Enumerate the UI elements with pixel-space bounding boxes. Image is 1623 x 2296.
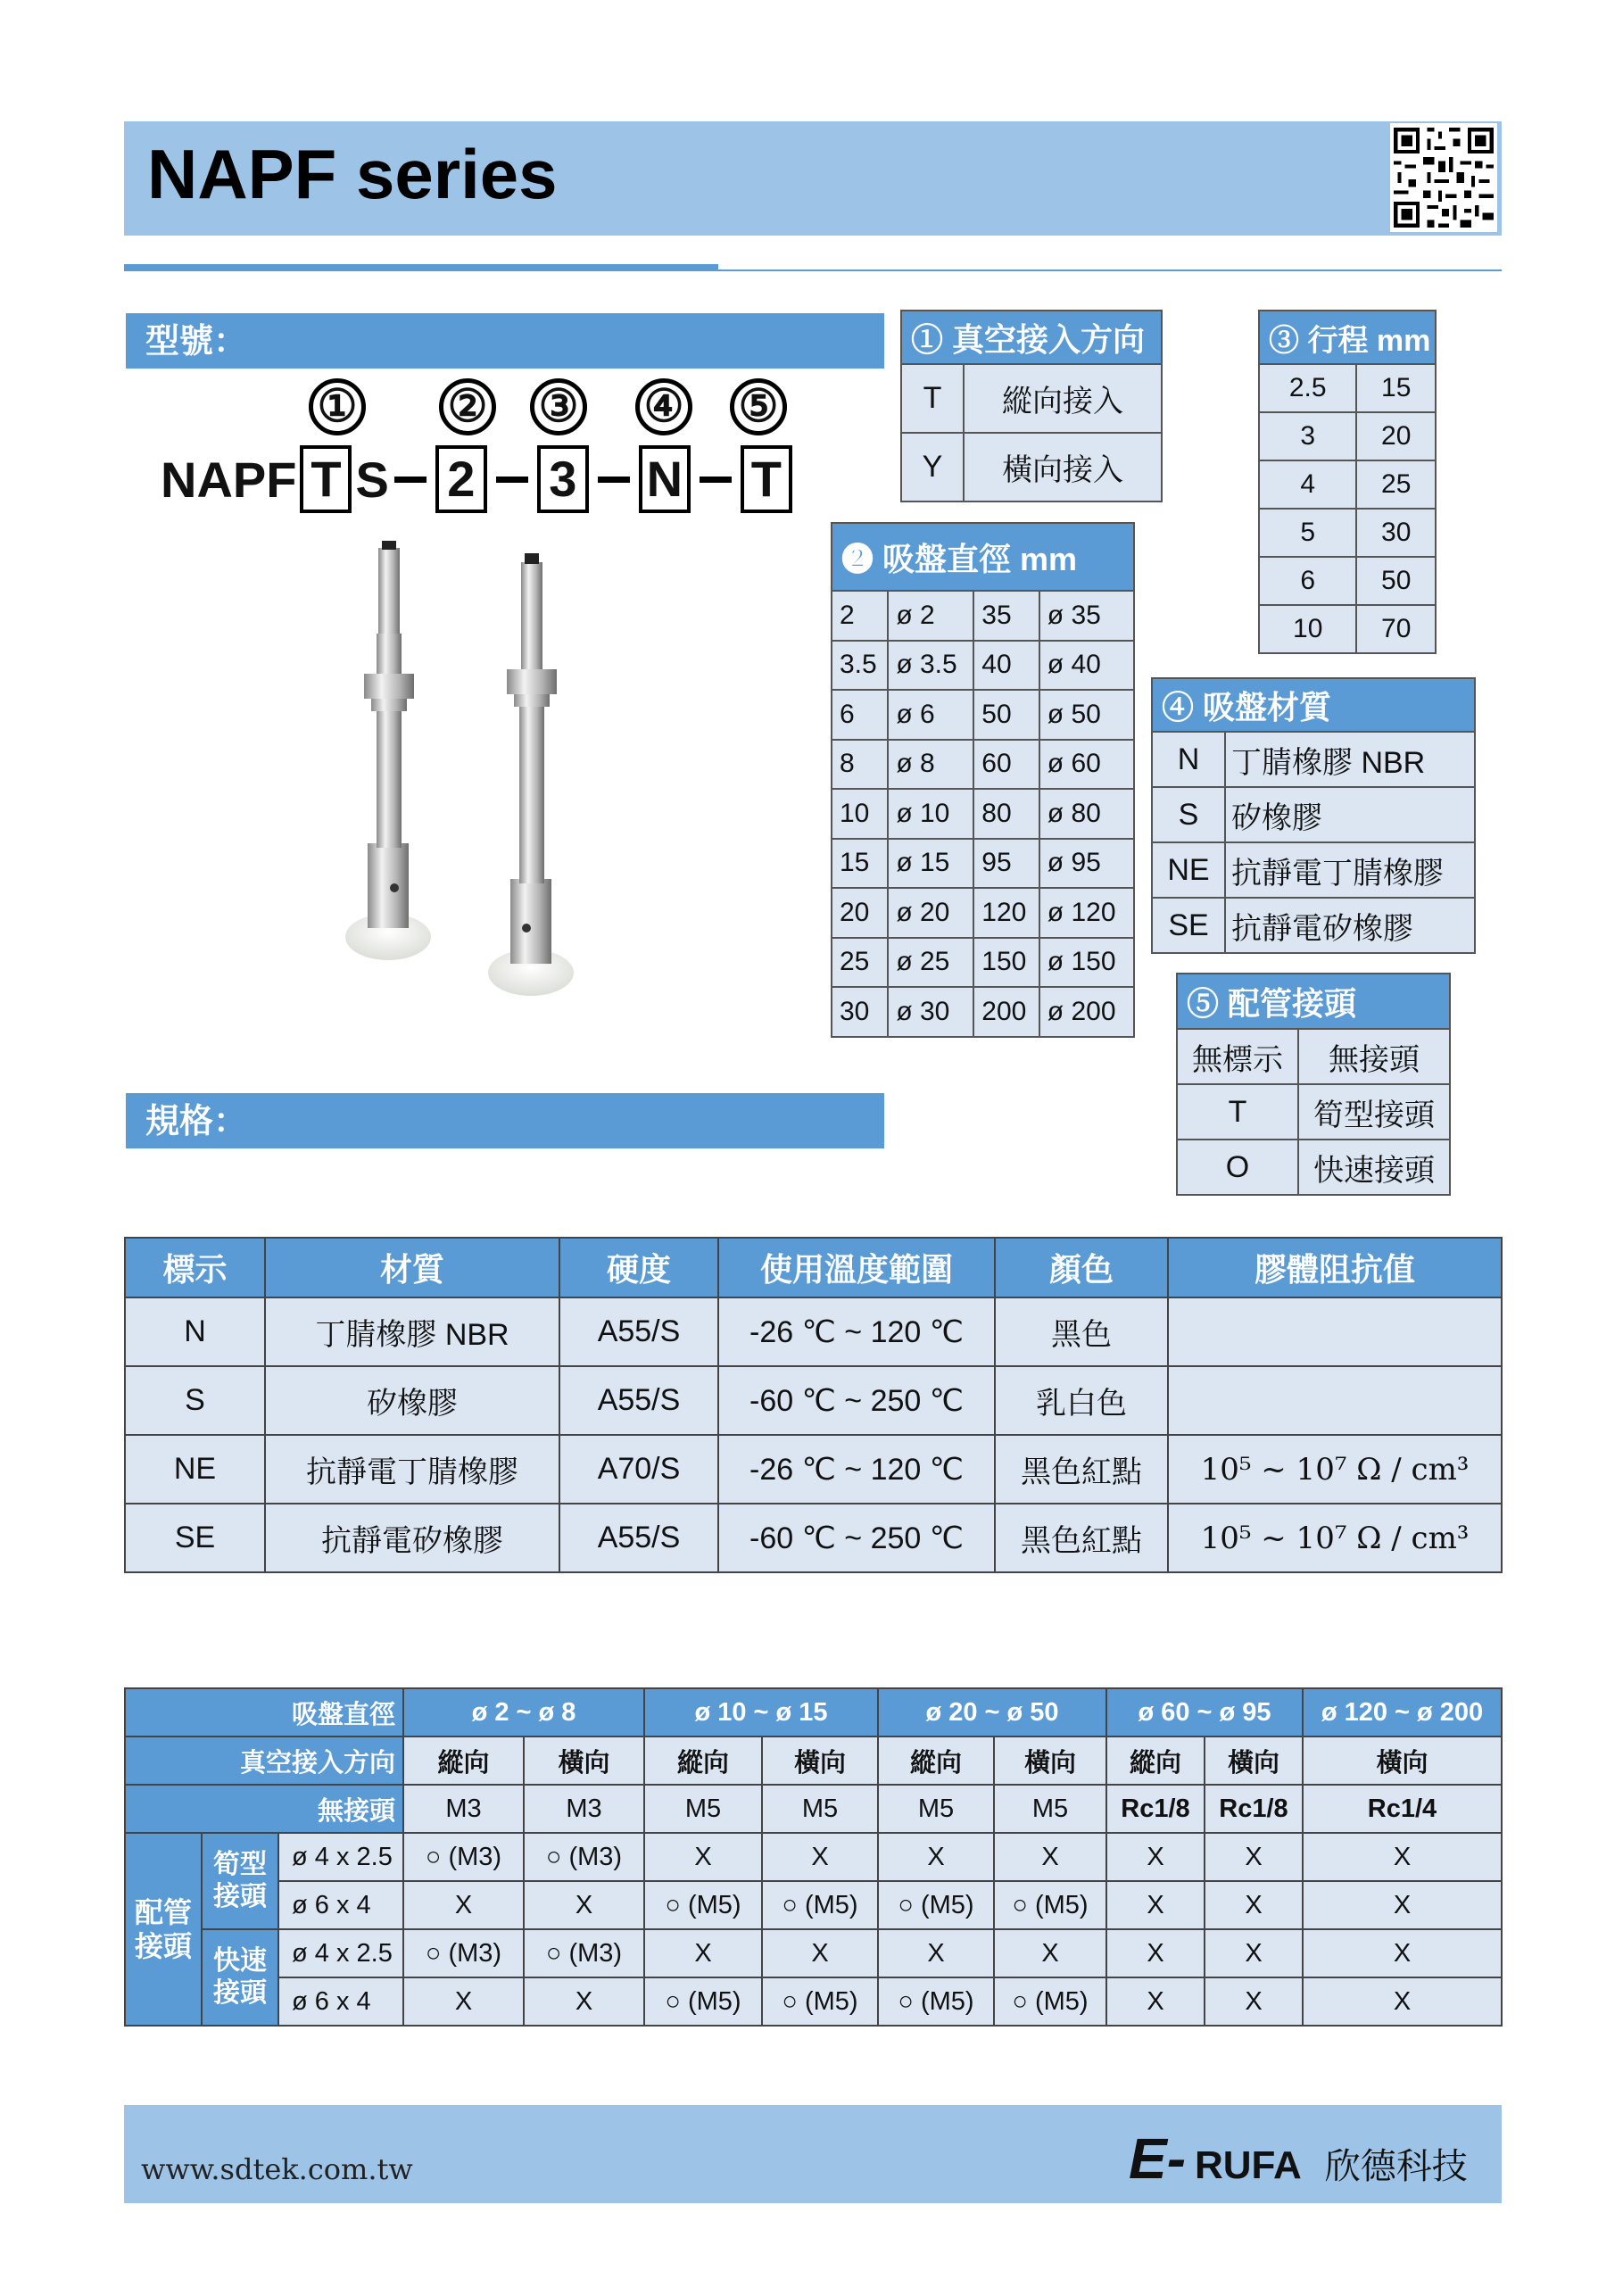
- cell: ○ (M3): [524, 1929, 644, 1977]
- cell: 50: [1356, 557, 1436, 605]
- cell: 抗靜電丁腈橡膠: [1225, 842, 1475, 898]
- cell: X: [1106, 1833, 1205, 1881]
- table-row: [901, 433, 1162, 501]
- cell: 筍型接頭: [1298, 1084, 1450, 1140]
- cell: 60: [973, 740, 1039, 790]
- column-header: 標示: [125, 1238, 265, 1297]
- header-rule-thin: [718, 269, 1502, 271]
- cell: 200: [973, 987, 1039, 1037]
- cell: 6: [832, 690, 888, 740]
- cell: ○ (M5): [762, 1977, 878, 2026]
- cell: 80: [973, 789, 1039, 839]
- cell: SE: [125, 1504, 265, 1572]
- cell: 120: [973, 888, 1039, 938]
- cell: A55/S: [559, 1297, 718, 1366]
- table-row: [832, 987, 1134, 1037]
- table-row: [832, 938, 1134, 988]
- pad-diameter-table: [831, 522, 1135, 1038]
- table-row: [832, 641, 1134, 691]
- cell: 快速接頭: [1298, 1140, 1450, 1195]
- code-dash: [394, 477, 426, 483]
- table-row: [125, 1881, 1502, 1929]
- table-row: [1259, 412, 1436, 460]
- cell: ○ (M3): [403, 1929, 524, 1977]
- column-header: 顏色: [995, 1238, 1168, 1297]
- cell: S: [1152, 787, 1225, 842]
- callout-number-2: ②: [439, 378, 496, 435]
- cell: X: [1205, 1977, 1303, 2026]
- column-header: 硬度: [559, 1238, 718, 1297]
- column-header: ø 20 ~ ø 50: [878, 1688, 1106, 1737]
- cell: ○ (M3): [524, 1833, 644, 1881]
- cell: O: [1177, 1140, 1298, 1195]
- table-row: [125, 1833, 1502, 1881]
- cell: M5: [644, 1785, 762, 1833]
- table-header-row: [125, 1688, 1502, 1737]
- cell: 橫向: [1205, 1737, 1303, 1785]
- cell: 縱向: [644, 1737, 762, 1785]
- cell: X: [644, 1833, 762, 1881]
- cell: 40: [973, 641, 1039, 691]
- cell: 縱向接入: [964, 364, 1162, 433]
- code-box-2: 2: [435, 445, 487, 513]
- cell: 10: [1259, 605, 1356, 653]
- cell: M5: [878, 1785, 994, 1833]
- table-row: [832, 789, 1134, 839]
- code-box-3: 3: [537, 445, 589, 513]
- fitting-compatibility-table: [124, 1687, 1503, 2027]
- cell: A55/S: [559, 1366, 718, 1435]
- cell: 乳白色: [995, 1366, 1168, 1435]
- cell: ○ (M3): [403, 1833, 524, 1881]
- cell: [1168, 1366, 1502, 1435]
- cell: ø 8: [888, 740, 973, 790]
- callout-number-5: ⑤: [730, 378, 787, 435]
- cell: ø 4 x 2.5: [278, 1929, 403, 1977]
- table-row: [1152, 842, 1475, 898]
- cell: 黑色紅點: [995, 1504, 1168, 1572]
- cell: ø 40: [1039, 641, 1134, 691]
- code-dash: [496, 477, 528, 483]
- callout-number-1: ①: [309, 378, 366, 435]
- cell: ø 30: [888, 987, 973, 1037]
- cell: NE: [1152, 842, 1225, 898]
- cell: X: [1303, 1881, 1502, 1929]
- cell: ø 95: [1039, 839, 1134, 889]
- logo-mark: E-: [1129, 2126, 1186, 2191]
- table-row: [832, 888, 1134, 938]
- cell: 70: [1356, 605, 1436, 653]
- cell: 抗靜電矽橡膠: [1225, 898, 1475, 953]
- cell: X: [1205, 1833, 1303, 1881]
- company-logo: [1129, 2126, 1468, 2192]
- cell: T: [1177, 1084, 1298, 1140]
- cell: SE: [1152, 898, 1225, 953]
- table-row: [1259, 557, 1436, 605]
- material-spec-table: [124, 1237, 1503, 1573]
- cell: Y: [901, 433, 964, 501]
- table-row: [901, 364, 1162, 433]
- table-header-row: [125, 1737, 1502, 1785]
- cell: 20: [832, 888, 888, 938]
- cell: X: [524, 1881, 644, 1929]
- table-header-row: [125, 1785, 1502, 1833]
- cell: X: [1303, 1929, 1502, 1977]
- cell: ø 20: [888, 888, 973, 938]
- cell: M3: [403, 1785, 524, 1833]
- table-row: [1259, 364, 1436, 412]
- column-header: ø 60 ~ ø 95: [1106, 1688, 1303, 1737]
- callout-number-3: ③: [530, 378, 587, 435]
- cell: X: [878, 1833, 994, 1881]
- table-row: [125, 1929, 1502, 1977]
- column-header: ø 2 ~ ø 8: [403, 1688, 644, 1737]
- cell: A55/S: [559, 1504, 718, 1572]
- table-row: [125, 1504, 1502, 1572]
- cell: 3: [1259, 412, 1356, 460]
- cell: Rc1/8: [1205, 1785, 1303, 1833]
- cell: ○ (M5): [878, 1881, 994, 1929]
- cell: ø 150: [1039, 938, 1134, 988]
- header-rule: [124, 264, 718, 271]
- cell: X: [1303, 1833, 1502, 1881]
- table-row: [1259, 460, 1436, 509]
- pad-material-table: [1151, 677, 1476, 954]
- stroke-table: [1258, 310, 1437, 654]
- table-row: [1152, 787, 1475, 842]
- group-label: 配管接頭: [125, 1833, 202, 2026]
- cell: 縱向: [403, 1737, 524, 1785]
- cell: -26 ℃ ~ 120 ℃: [718, 1435, 995, 1504]
- table-row: [1152, 732, 1475, 787]
- cell: 20: [1356, 412, 1436, 460]
- cell: N: [1152, 732, 1225, 787]
- cell: 10⁵ ~ 10⁷ Ω / cm³: [1168, 1504, 1502, 1572]
- cell: ○ (M5): [878, 1977, 994, 2026]
- page-title: NAPF series: [147, 135, 558, 213]
- cell: 抗靜電矽橡膠: [265, 1504, 559, 1572]
- cell: ø 4 x 2.5: [278, 1833, 403, 1881]
- cell: 2.5: [1259, 364, 1356, 412]
- cell: ø 60: [1039, 740, 1134, 790]
- cell: 橫向: [994, 1737, 1106, 1785]
- cell: ø 6: [888, 690, 973, 740]
- column-header: ø 10 ~ ø 15: [644, 1688, 878, 1737]
- cell: 橫向: [1303, 1737, 1502, 1785]
- cell: ø 120: [1039, 888, 1134, 938]
- cell: 25: [832, 938, 888, 988]
- cell: Rc1/8: [1106, 1785, 1205, 1833]
- cell: 15: [1356, 364, 1436, 412]
- cell: ø 6 x 4: [278, 1881, 403, 1929]
- cell: ø 15: [888, 839, 973, 889]
- cell: NE: [125, 1435, 265, 1504]
- cell: 95: [973, 839, 1039, 889]
- subgroup-label: 筍型接頭: [202, 1833, 278, 1929]
- table-row: [1152, 898, 1475, 953]
- vacuum-direction-table: [900, 310, 1163, 502]
- cell: 黑色紅點: [995, 1435, 1168, 1504]
- code-dash: [598, 477, 630, 483]
- qr-code[interactable]: [1390, 123, 1497, 232]
- cell: 黑色: [995, 1297, 1168, 1366]
- code-dash: [700, 477, 732, 483]
- cell: ø 6 x 4: [278, 1977, 403, 2026]
- cell: 縱向: [1106, 1737, 1205, 1785]
- cell: ø 200: [1039, 987, 1134, 1037]
- cell: X: [994, 1929, 1106, 1977]
- cell: ø 2: [888, 591, 973, 641]
- cell: -26 ℃ ~ 120 ℃: [718, 1297, 995, 1366]
- table-title: ⑤ 配管接頭: [1177, 974, 1450, 1029]
- cell: X: [1303, 1977, 1502, 2026]
- model-prefix: NAPF: [161, 451, 297, 508]
- cell: 6: [1259, 557, 1356, 605]
- cell: 5: [1259, 509, 1356, 557]
- cell: ○ (M5): [644, 1977, 762, 2026]
- table-row: [1177, 1029, 1450, 1084]
- code-box-5: T: [741, 445, 792, 513]
- column-header: 材質: [265, 1238, 559, 1297]
- cell: 30: [1356, 509, 1436, 557]
- cell: 矽橡膠: [265, 1366, 559, 1435]
- cell: 丁腈橡膠 NBR: [1225, 732, 1475, 787]
- code-box-4: N: [639, 445, 691, 513]
- table-row: [832, 690, 1134, 740]
- model-mid: S: [355, 451, 389, 508]
- subgroup-label: 快速接頭: [202, 1929, 278, 2026]
- cell: ø 35: [1039, 591, 1134, 641]
- cell: X: [1205, 1881, 1303, 1929]
- cell: ○ (M5): [762, 1881, 878, 1929]
- cell: X: [403, 1977, 524, 2026]
- cell: X: [1205, 1929, 1303, 1977]
- table-row: [832, 839, 1134, 889]
- table-title: ③ 行程 mm: [1259, 311, 1436, 364]
- cell: 矽橡膠: [1225, 787, 1475, 842]
- cell: X: [1106, 1929, 1205, 1977]
- cell: 25: [1356, 460, 1436, 509]
- cell: 15: [832, 839, 888, 889]
- table-title: ① 真空接入方向: [901, 311, 1162, 364]
- cell: T: [901, 364, 964, 433]
- table-row: [1259, 509, 1436, 557]
- cell: 8: [832, 740, 888, 790]
- cell: X: [524, 1977, 644, 2026]
- cell: ø 80: [1039, 789, 1134, 839]
- cell: 無接頭: [1298, 1029, 1450, 1084]
- cell: ø 10: [888, 789, 973, 839]
- cell: X: [762, 1833, 878, 1881]
- cell: 10⁵ ~ 10⁷ Ω / cm³: [1168, 1435, 1502, 1504]
- table-title: ④ 吸盤材質: [1152, 678, 1475, 732]
- model-section-bar: 型號：: [126, 313, 884, 369]
- cell: -60 ℃ ~ 250 ℃: [718, 1504, 995, 1572]
- fitting-code-table: [1176, 973, 1451, 1196]
- company-name: 欣德科技: [1324, 2146, 1468, 2187]
- table-title: ❷ 吸盤直徑 mm: [832, 523, 1134, 591]
- column-header: ø 120 ~ ø 200: [1303, 1688, 1502, 1737]
- table-row: [125, 1297, 1502, 1366]
- cell: Rc1/4: [1303, 1785, 1502, 1833]
- cell: X: [878, 1929, 994, 1977]
- column-header: 使用溫度範圍: [718, 1238, 995, 1297]
- spec-section-bar: 規格：: [126, 1093, 884, 1148]
- column-header: 膠體阻抗值: [1168, 1238, 1502, 1297]
- product-photo: [312, 535, 607, 999]
- cell: 無標示: [1177, 1029, 1298, 1084]
- code-box-1: T: [300, 445, 352, 513]
- cell: ø 25: [888, 938, 973, 988]
- cell: 橫向: [524, 1737, 644, 1785]
- cell: X: [403, 1881, 524, 1929]
- cell: X: [1106, 1977, 1205, 2026]
- cell: 4: [1259, 460, 1356, 509]
- cell: 縱向: [878, 1737, 994, 1785]
- cell: N: [125, 1297, 265, 1366]
- cell: S: [125, 1366, 265, 1435]
- table-row: [125, 1366, 1502, 1435]
- cell: 抗靜電丁腈橡膠: [265, 1435, 559, 1504]
- cell: ○ (M5): [994, 1881, 1106, 1929]
- table-row: [832, 740, 1134, 790]
- cell: X: [644, 1929, 762, 1977]
- cell: X: [762, 1929, 878, 1977]
- table-row: [125, 1977, 1502, 2026]
- cell: ø 50: [1039, 690, 1134, 740]
- table-row: [1259, 605, 1436, 653]
- table-row: [1177, 1140, 1450, 1195]
- cell: 2: [832, 591, 888, 641]
- table-header-row: [125, 1238, 1502, 1297]
- cell: 3.5: [832, 641, 888, 691]
- cell: 橫向接入: [964, 433, 1162, 501]
- cell: [1168, 1297, 1502, 1366]
- logo-text: RUFA: [1195, 2143, 1302, 2187]
- cell: 150: [973, 938, 1039, 988]
- cell: 30: [832, 987, 888, 1037]
- cell: -60 ℃ ~ 250 ℃: [718, 1366, 995, 1435]
- cell: M5: [994, 1785, 1106, 1833]
- cell: ○ (M5): [644, 1881, 762, 1929]
- cell: X: [994, 1833, 1106, 1881]
- callout-number-4: ④: [635, 378, 692, 435]
- table-row: [125, 1435, 1502, 1504]
- cell: ø 3.5: [888, 641, 973, 691]
- cell: M3: [524, 1785, 644, 1833]
- table-row: [832, 591, 1134, 641]
- cell: 橫向: [762, 1737, 878, 1785]
- website-link[interactable]: www.sdtek.com.tw: [141, 2152, 413, 2186]
- cell: 10: [832, 789, 888, 839]
- row-label: 吸盤直徑: [125, 1688, 403, 1737]
- table-row: [1177, 1084, 1450, 1140]
- model-code: [161, 443, 796, 516]
- cell: 丁腈橡膠 NBR: [265, 1297, 559, 1366]
- row-label: 真空接入方向: [125, 1737, 403, 1785]
- cell: 35: [973, 591, 1039, 641]
- row-label: 無接頭: [125, 1785, 403, 1833]
- cell: 50: [973, 690, 1039, 740]
- cell: ○ (M5): [994, 1977, 1106, 2026]
- cell: A70/S: [559, 1435, 718, 1504]
- cell: M5: [762, 1785, 878, 1833]
- cell: X: [1106, 1881, 1205, 1929]
